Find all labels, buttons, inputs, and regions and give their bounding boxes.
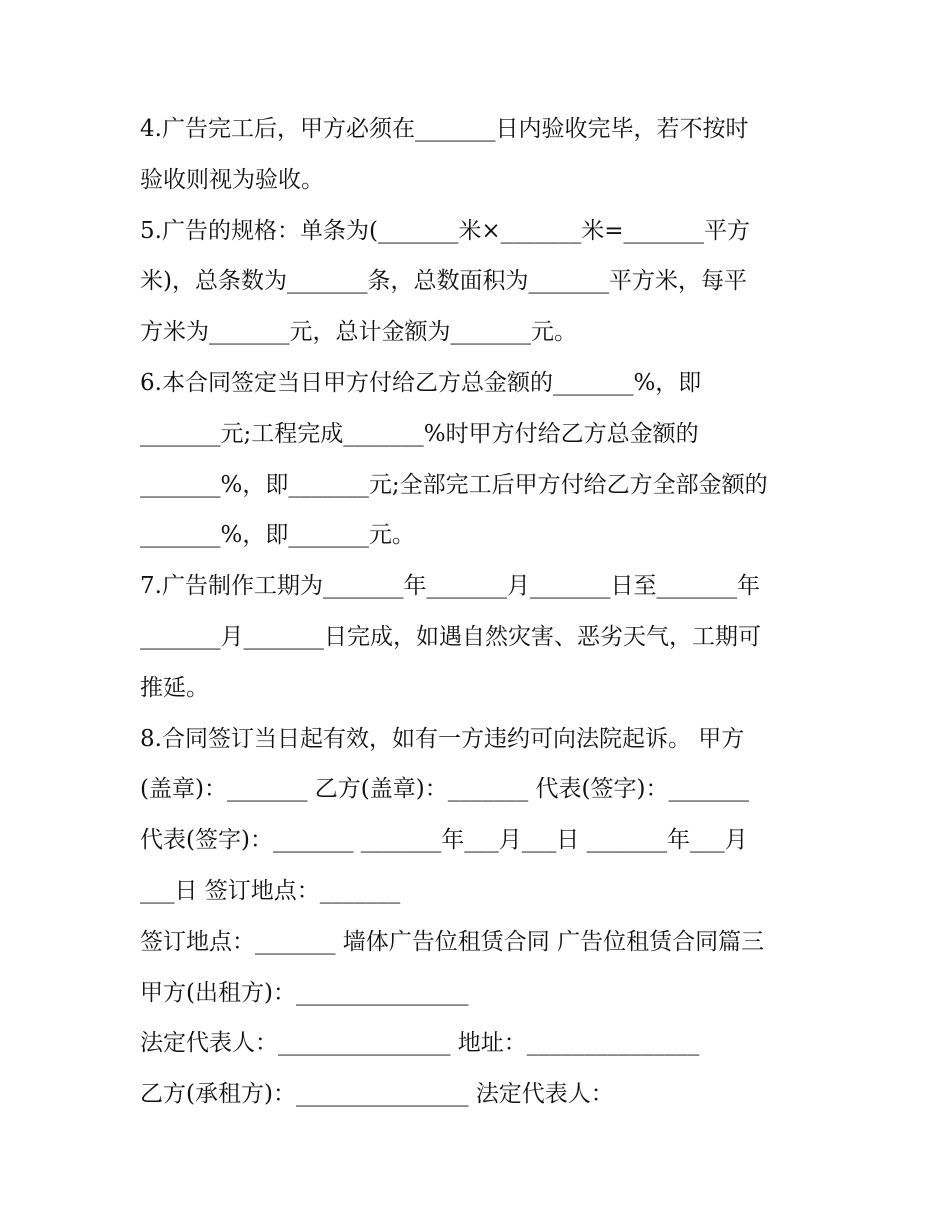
- clause-7-line-3: 推延。: [140, 674, 209, 701]
- clause-6-line-1: 6.本合同签定当日甲方付给乙方总金额的_______%，即: [140, 369, 702, 396]
- clause-5-line-1: 5.广告的规格：单条为(_______米×_______米=_______平方: [140, 217, 750, 244]
- legal-rep-address-line: 法定代表人：_______________ 地址：_______________: [140, 1030, 700, 1057]
- signature-line-3: ___日 签订地点：_______: [140, 877, 401, 904]
- signature-line-1: (盖章)：_______ 乙方(盖章)：_______ 代表(签字)：_______: [140, 776, 749, 803]
- clause-8-line-1: 8.合同签订当日起有效，如有一方违约可向法院起诉。 甲方: [140, 725, 745, 752]
- clause-4-line-1: 4.广告完工后，甲方必须在_______日内验收完毕，若不按时: [140, 116, 749, 142]
- section-title-line: 签订地点：_______ 墙体广告位租赁合同 广告位租赁合同篇三: [140, 928, 765, 955]
- party-a-line: 甲方(出租方)：_______________: [140, 979, 469, 1006]
- clause-6-line-3: _______%，即_______元;全部完工后甲方付给乙方全部金额的: [140, 471, 768, 498]
- clause-7-line-2: _______月_______日完成，如遇自然灾害、恶劣天气，工期可: [140, 623, 761, 650]
- clause-7-line-1: 7.广告制作工期为_______年_______月_______日至_______年: [140, 573, 760, 600]
- clause-5-line-2: 米)，总条数为_______条，总数面积为_______平方米，每平: [140, 268, 747, 295]
- clause-4-line-2: 验收则视为验收。: [140, 166, 324, 193]
- document-body: [140, 104, 830, 1120]
- party-b-line: 乙方(承租方)：_______________ 法定代表人：: [140, 1081, 614, 1108]
- signature-line-2: 代表(签字)：_______ _______年___月___日 _______年___月: [140, 827, 748, 854]
- clause-6-line-4: _______%，即_______元。: [140, 522, 415, 549]
- clause-5-line-3: 方米为_______元，总计金额为_______元。: [140, 319, 577, 346]
- clause-6-line-2: _______元;工程完成_______%时甲方付给乙方总金额的: [140, 420, 699, 447]
